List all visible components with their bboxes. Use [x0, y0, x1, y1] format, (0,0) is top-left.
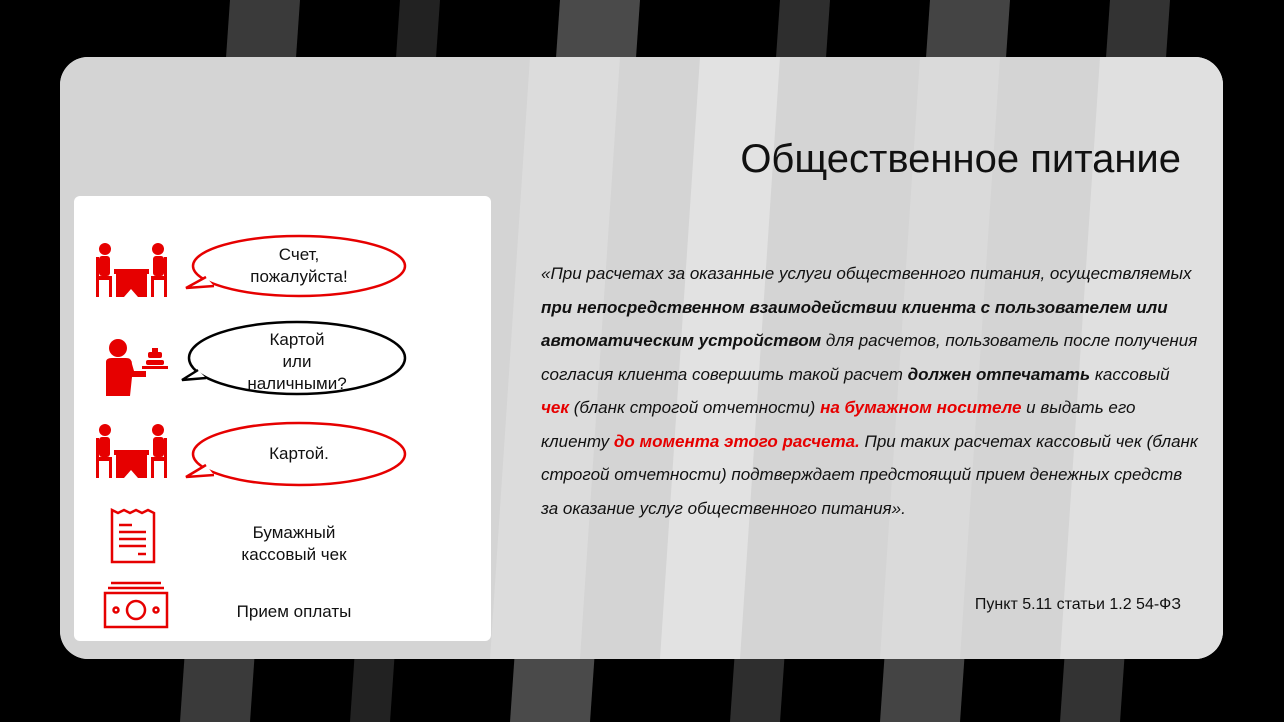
bubble-text-payment-question: Картой или наличными? — [247, 330, 347, 393]
bubble-text-bill: Счет, пожалуйста! — [250, 245, 348, 286]
law-quote: «При расчетах за оказанные услуги общественного питания, осуществляемых при непосредственном взаимодействии клиента с пользователем или автоматическим устройством для расчетов, пользователь после получения согласия клиента совершить такой расчет должен отпечатать кассовый чек (бланк строгой отчетности) на бумажном носителе и выдать его клиенту до момента этого расчета. При таких расчетах кассовый чек (бланк строгой отчетности) подтверждает предстоящий прием денежных средств за оказание услуг общественного питания». — [541, 264, 1198, 518]
law-source: Пункт 5.11 статьи 1.2 54-ФЗ — [974, 596, 1181, 613]
page-title: Общественное питание — [740, 137, 1181, 181]
table-guests-icon — [94, 241, 169, 303]
banknote-icon — [102, 578, 170, 630]
label-paper-receipt: Бумажный кассовый чек — [241, 523, 347, 564]
dialog-panel — [74, 196, 491, 641]
bubble-text-card-answer: Картой. — [269, 444, 329, 463]
label-payment-acceptance: Прием оплаты — [236, 602, 352, 621]
table-guests-icon — [94, 422, 169, 484]
waiter-icon — [104, 338, 176, 398]
content-card — [60, 57, 1223, 659]
receipt-icon — [108, 507, 160, 565]
